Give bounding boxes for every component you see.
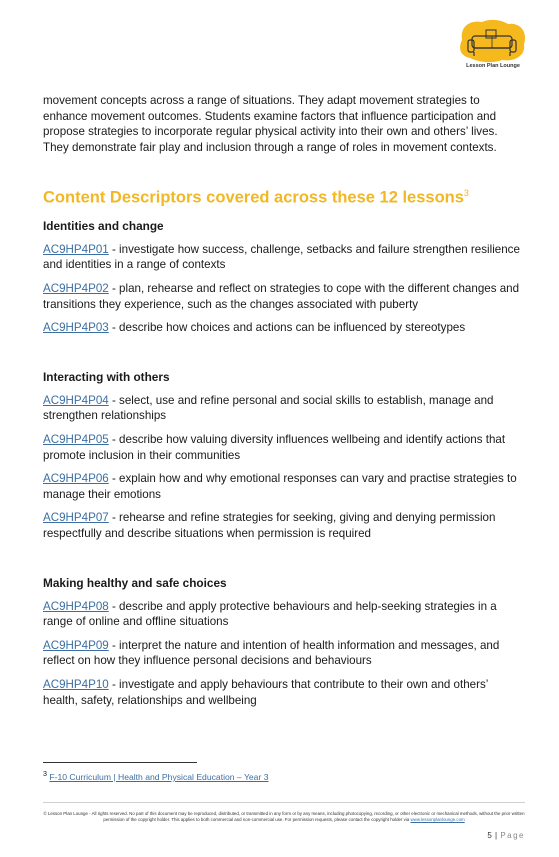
descriptor-link[interactable]: AC9HP4P04 [43,393,109,407]
descriptor-link[interactable]: AC9HP4P08 [43,599,109,613]
descriptor-link[interactable]: AC9HP4P10 [43,677,109,691]
descriptor-item [43,432,525,463]
section-title [43,183,525,208]
intro-paragraph: movement concepts across a range of situations. They adapt movement strategies to enhance movement outcomes. Students examine factors that influence participation and propose strategies to incorporate regular physical activity into their own and others’ lives. They demonstrate fair play and inclusion through a range of roles in movement contexts. [43,94,498,154]
descriptor-link[interactable]: AC9HP4P01 [43,242,109,256]
footnote-ref[interactable]: 3 [463,188,469,199]
group-heading: Making healthy and safe choices [43,575,227,590]
group-heading: Interacting with others [43,369,170,384]
descriptor-text: - investigate and apply behaviours that contribute to their own and others’ health, safety, relationships and wellbeing [43,677,488,707]
page-separator: | [495,831,498,840]
descriptor-item [43,638,525,669]
descriptor-item [43,320,525,336]
descriptor-item [43,242,525,273]
group-healthy-choices [43,575,525,709]
footer-divider [43,802,525,803]
descriptor-text: - investigate how success, challenge, setbacks and failure strengthen resilience and identities in a range of contexts [43,242,520,272]
copyright-text: © Lesson Plan Lounge - All rights reserved. No part of this document may be reproduced, distributed, or transmitted in any form or by any means, including photocopying, recording, or other electronic or mechanical methods, without the prior written permission of the copyright holder. This applies to both commercial and non-commercial use. For permission requests, please contact the copyright holder via [43,811,525,823]
descriptor-text: - explain how and why emotional responses can vary and practise strategies to manage their emotions [43,472,517,501]
footnote-link[interactable]: F-10 Curriculum | Health and Physical Education – Year 3 [49,771,269,782]
descriptor-text: - describe and apply protective behaviours and help-seeking strategies in a range of online and offline situations [43,599,497,629]
descriptor-link[interactable]: AC9HP4P02 [43,282,109,296]
group-identities [43,218,525,336]
descriptor-link[interactable]: AC9HP4P06 [43,472,109,486]
page-number-value: 5 [487,831,492,840]
descriptor-link[interactable]: AC9HP4P07 [43,511,109,525]
sofa-logo-icon [456,18,530,64]
page-word: Page [500,831,525,840]
brand-logo [456,18,530,74]
group-interacting [43,369,525,542]
footnote-divider [43,762,197,763]
website-link[interactable]: www.lessonplanlounge.com [410,817,465,823]
footnote [43,770,268,782]
descriptor-text: - plan, rehearse and reflect on strategies to cope with the different changes and transitions they experience, such as the changes associated with puberty [43,282,520,311]
page-number [487,831,525,840]
section-title-text: Content Descriptors covered across these 12 lessons [43,188,464,207]
logo-text: Lesson Plan Lounge [466,63,520,69]
descriptor-link[interactable]: AC9HP4P09 [43,638,109,652]
descriptor-item [43,599,525,630]
descriptor-link[interactable]: AC9HP4P05 [43,433,109,447]
descriptor-text: - select, use and refine personal and social skills to establish, manage and strengthen relationships [43,393,494,423]
page-content [43,93,525,708]
descriptor-text: - describe how choices and actions can be influenced by stereotypes [108,321,466,335]
descriptor-item [43,677,525,708]
descriptor-link[interactable]: AC9HP4P03 [43,321,109,335]
footnote-number: 3 [43,770,47,778]
descriptor-text: - rehearse and refine strategies for seeking, giving and denying permission respectfully and describe situations when permission is required [43,511,496,540]
descriptor-item [43,281,525,312]
descriptor-item [43,393,525,424]
descriptor-text: - interpret the nature and intention of health information and messages, and reflect on how they influence personal decisions and behaviours [43,638,500,668]
group-heading: Identities and change [43,218,164,233]
descriptor-item [43,510,525,541]
descriptor-text: - describe how valuing diversity influences wellbeing and identify actions that promote inclusion in their communities [43,433,506,462]
copyright-notice [43,811,525,823]
descriptor-item [43,471,525,502]
